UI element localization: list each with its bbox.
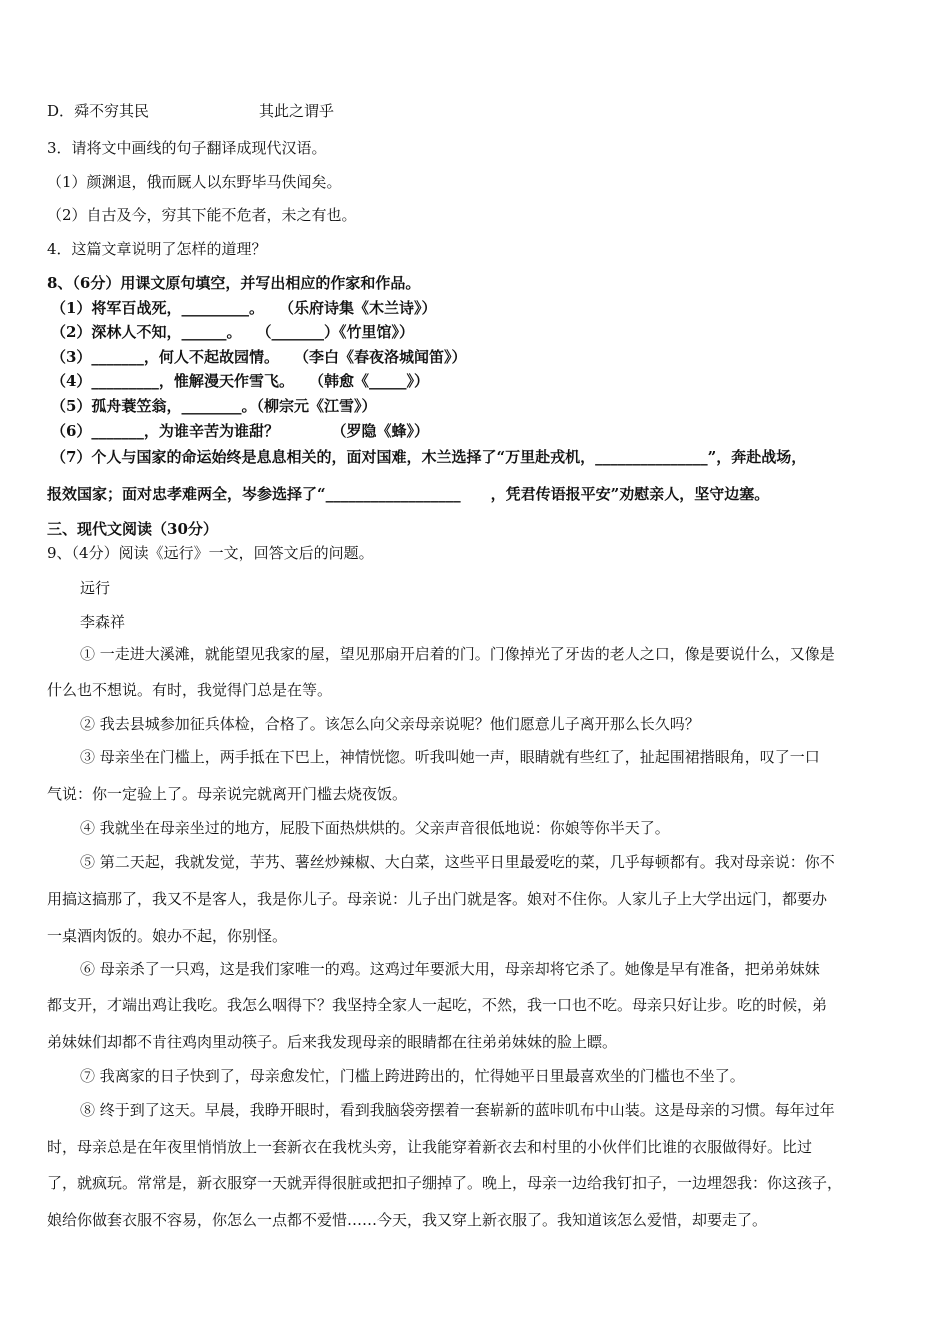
paragraph-1-line-2: 什么也不想说。有时，我觉得门总是在等。 xyxy=(47,681,333,699)
question-8-item-3: （3）_______，何人不起故园情。 （李白《春夜洛城闻笛》） xyxy=(51,348,467,366)
section-3-title: 三、现代文阅读（30分） xyxy=(47,520,218,538)
essay-author: 李森祥 xyxy=(80,613,126,631)
paragraph-5-line-2: 用搞这搞那了，我又不是客人，我是你儿子。母亲说：儿子出门就是客。娘对不住你。人家儿子上大学出远门，都要办 xyxy=(47,890,828,908)
paragraph-4-line-1: ④ 我就坐在母亲坐过的地方，屁股下面热烘烘的。父亲声音很低地说：你娘等你半天了。 xyxy=(80,819,670,837)
question-8-item-2: （2）深林人不知，______。 （_______）《竹里馆》） xyxy=(51,323,414,341)
question-8-item-1: （1）将军百战死，_________。 （乐府诗集《木兰诗》） xyxy=(51,299,437,317)
paragraph-2-line-1: ② 我去县城参加征兵体检，合格了。该怎么向父亲母亲说呢？他们愿意儿子离开那么长久吗？ xyxy=(80,715,700,733)
paragraph-8-line-2: 时，母亲总是在年夜里悄悄放上一套新衣在我枕头旁，让我能穿着新衣去和村里的小伙伴们比谁的衣服做得好。比过 xyxy=(47,1138,813,1156)
question-8-item-5: （5）孤舟蓑笠翁，________。（柳宗元《江雪》） xyxy=(51,397,377,415)
question-9-prompt: 9、（4分）阅读《远行》一文，回答文后的问题。 xyxy=(47,544,374,562)
paragraph-3-line-2: 气说：你一定验上了。母亲说完就离开门槛去烧夜饭。 xyxy=(47,785,408,803)
paragraph-5-line-1: ⑤ 第二天起，我就发觉，芋艿、薯丝炒辣椒、大白菜，这些平日里最爱吃的菜，几乎每顿都有。我对母亲说：你不 xyxy=(80,853,835,871)
question-4-prompt: 4．这篇文章说明了怎样的道理？ xyxy=(47,240,267,258)
question-8-item-7-line-1: （7）个人与国家的命运始终是息息相关的，面对国难，木兰选择了“万里赴戎机，_______________”，奔赴战场， xyxy=(51,448,807,466)
question-8-item-6: （6）_______，为谁辛苦为谁甜？ （罗隐《蜂》） xyxy=(51,422,429,440)
option-d-line xyxy=(47,101,149,121)
question-8-header: 8、（6分）用课文原句填空，并写出相应的作家和作品。 xyxy=(47,274,421,292)
paragraph-8-line-4: 娘给你做套衣服不容易，你怎么一点都不爱惜……今天，我又穿上新衣服了。我知道该怎么爱惜，却要走了。 xyxy=(47,1211,768,1229)
paragraph-3-line-1: ③ 母亲坐在门槛上，两手抵在下巴上，神情恍惚。听我叫她一声，眼睛就有些红了，扯起围裙揩眼角，叹了一口 xyxy=(80,748,820,766)
option-d-right: 其此之谓乎 xyxy=(259,102,335,120)
question-8-item-4: （4）_________，惟解漫天作雪飞。 （韩愈《_____》） xyxy=(51,372,429,390)
question-3-sentence-2: （2）自古及今，穷其下能不危者，未之有也。 xyxy=(47,206,357,224)
essay-title: 远行 xyxy=(80,579,111,597)
paragraph-8-line-3: 了，就疯玩。常常是，新衣服穿一天就弄得很脏或把扣子绷掉了。晚上，母亲一边给我钉扣子，一边埋怨我：你这孩子， xyxy=(47,1174,843,1192)
question-8-item-7-line-2: 报效国家；面对忠孝难两全，岑参选择了“__________________ ，凭君传语报平安”劝慰亲人，坚守边塞。 xyxy=(47,485,770,503)
question-3-sentence-1: （1）颜渊退，俄而厩人以东野毕马佚闻矣。 xyxy=(47,173,342,191)
paragraph-8-line-1: ⑧ 终于到了这天。早晨，我睁开眼时，看到我脑袋旁摆着一套崭新的蓝咔叽布中山装。这是母亲的习惯。每年过年 xyxy=(80,1101,835,1119)
paragraph-6-line-3: 弟妹妹们却都不肯往鸡肉里动筷子。后来我发现母亲的眼睛都在往弟弟妹妹的脸上瞟。 xyxy=(47,1033,618,1051)
paragraph-5-line-3: 一桌酒肉饭的。娘办不起，你别怪。 xyxy=(47,927,288,945)
paragraph-6-line-2: 都支开，才端出鸡让我吃。我怎么咽得下？我坚持全家人一起吃，不然，我一口也不吃。母亲只好让步。吃的时候，弟 xyxy=(47,996,828,1014)
paragraph-1-line-1: ① 一走进大溪滩，就能望见我家的屋，望见那扇开启着的门。门像掉光了牙齿的老人之口，像是要说什么，又像是 xyxy=(80,645,835,663)
question-3-prompt: 3．请将文中画线的句子翻译成现代汉语。 xyxy=(47,139,327,157)
paragraph-7-line-1: ⑦ 我离家的日子快到了，母亲愈发忙，门槛上跨进跨出的，忙得她平日里最喜欢坐的门槛也不坐了。 xyxy=(80,1067,745,1085)
option-d-text: D．舜不穷其民 xyxy=(47,102,150,120)
paragraph-6-line-1: ⑥ 母亲杀了一只鸡，这是我们家唯一的鸡。这鸡过年要派大用，母亲却将它杀了。她像是早有准备，把弟弟妹妹 xyxy=(80,960,820,978)
